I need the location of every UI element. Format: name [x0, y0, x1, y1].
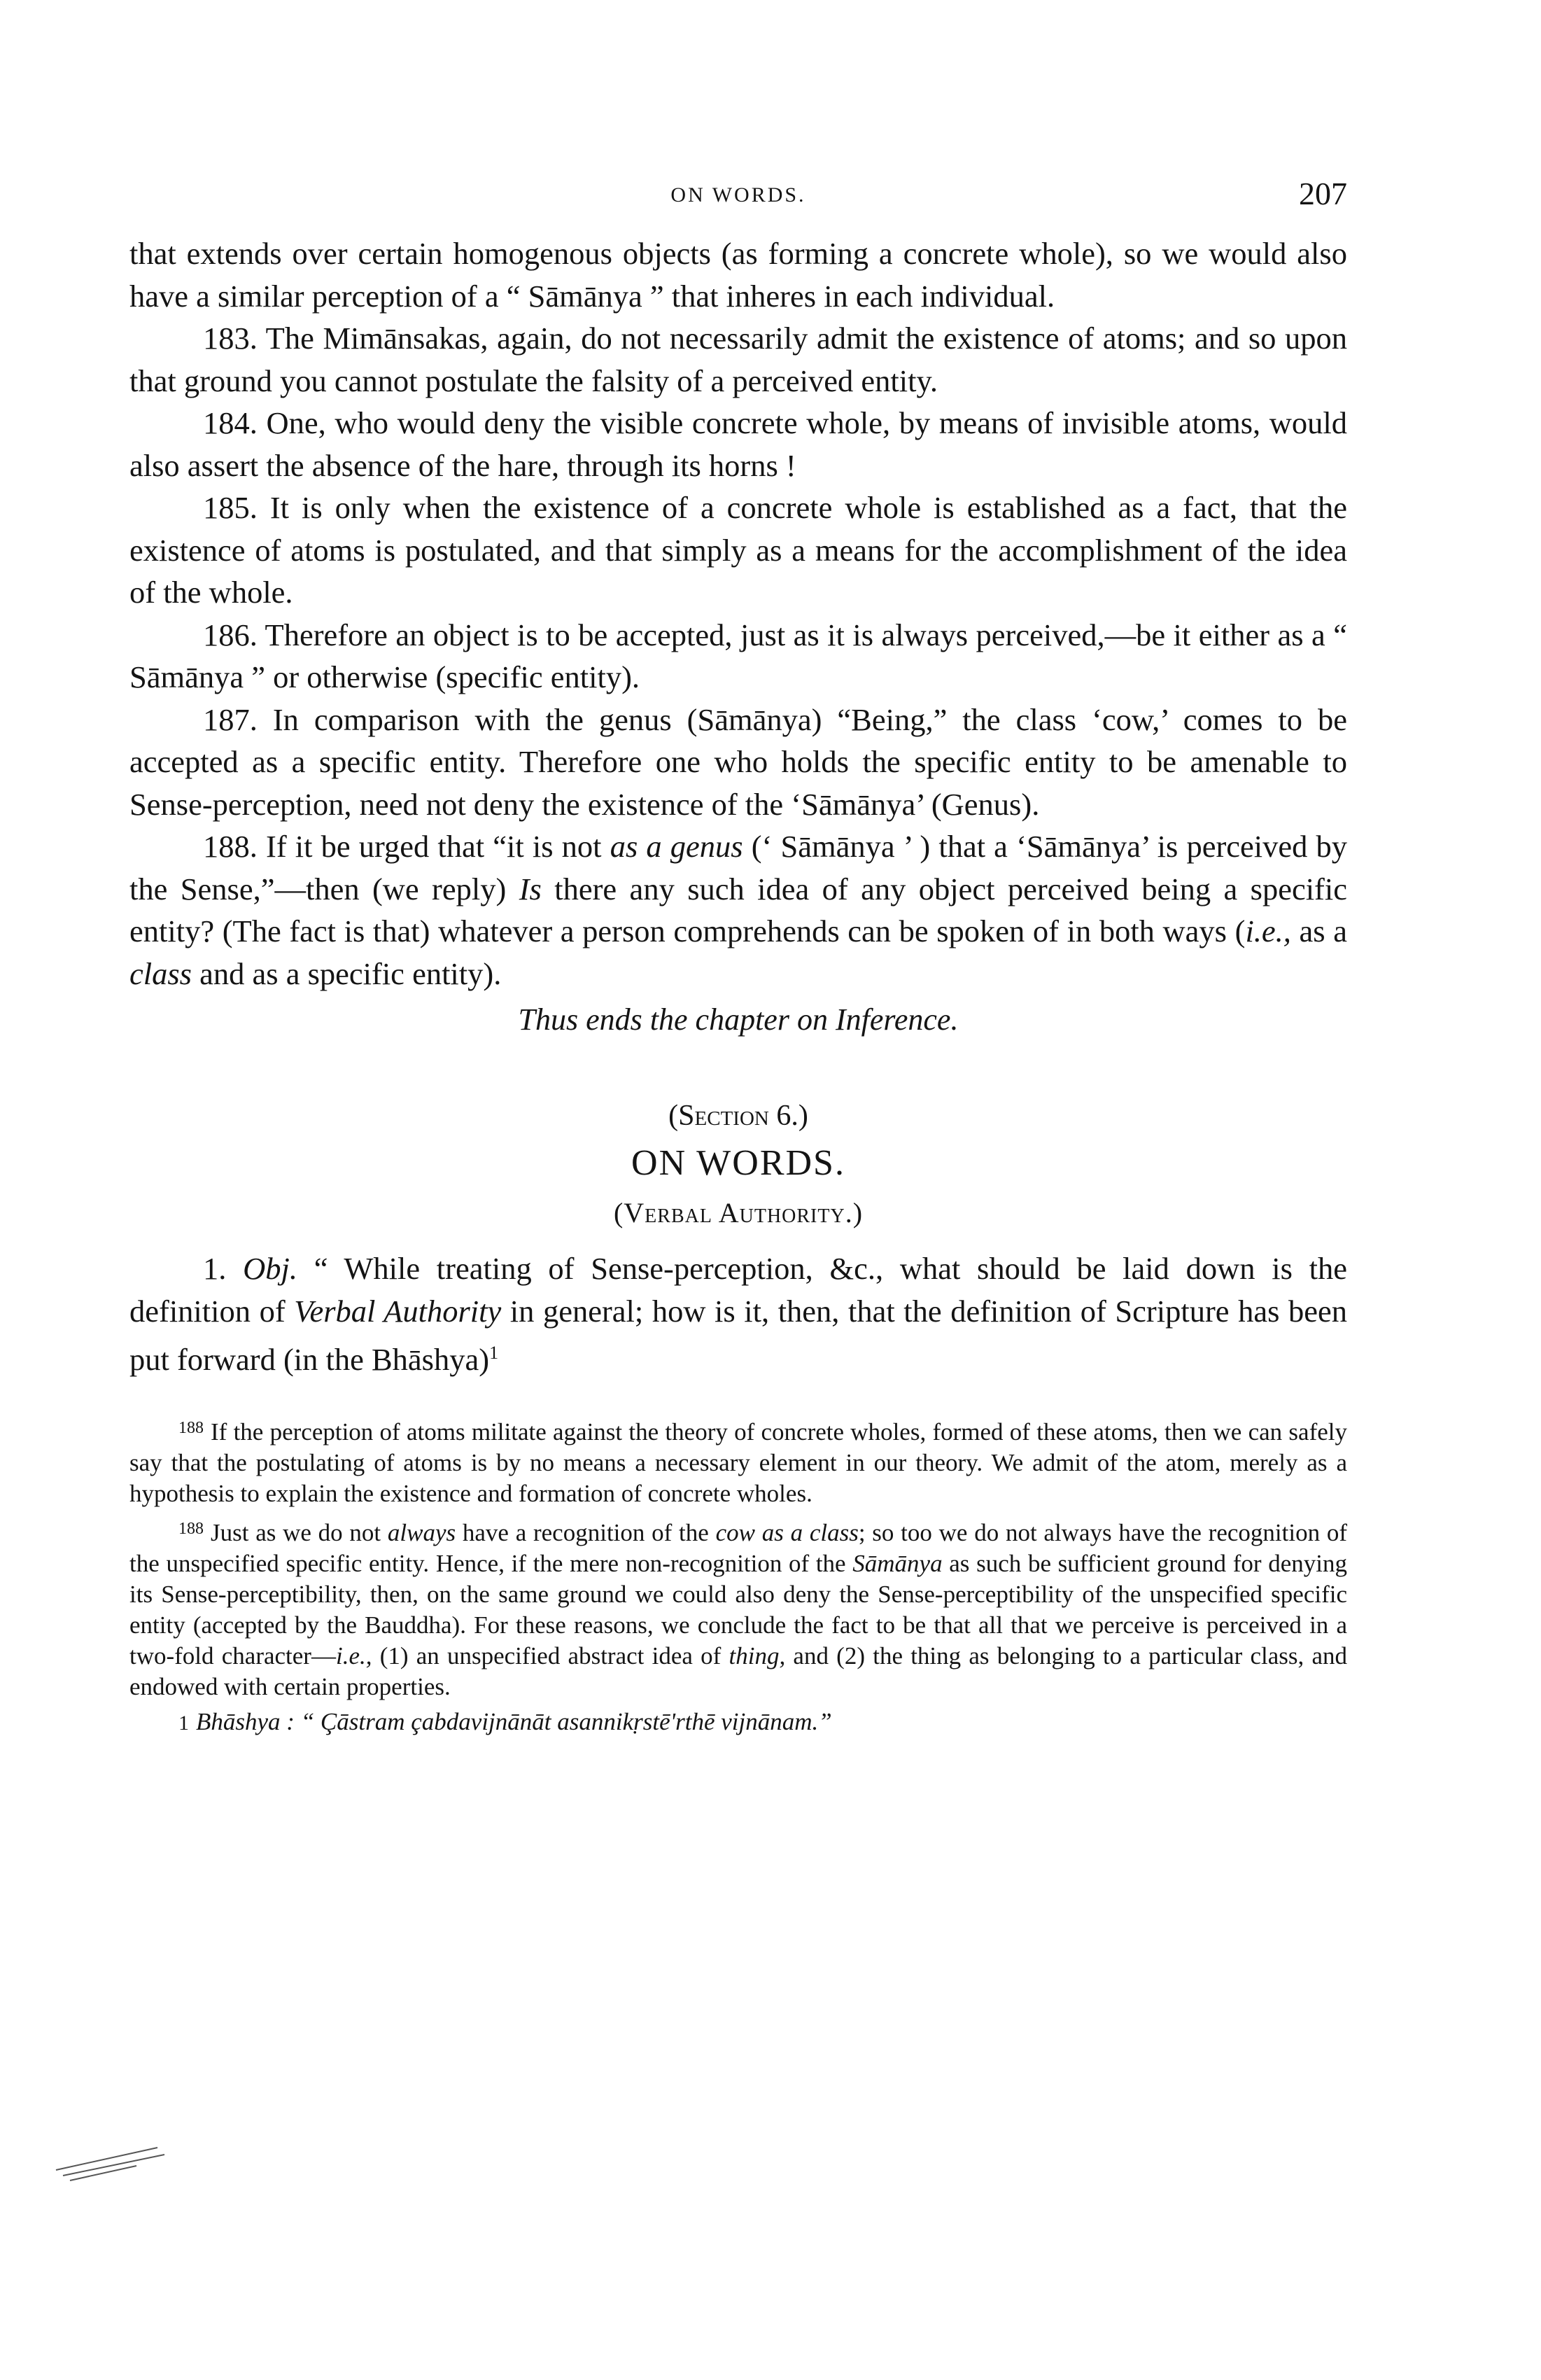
paragraph-text: In comparison with the genus (Sāmānya) “Being,” the class ‘cow,’ comes to be accepted as a specific entity. Therefore one who holds the specific entity to be amenable to Sense-perception, need not deny the existence of the ‘Sāmānya’ (Genus). [129, 701, 1347, 822]
paragraph-184 [129, 402, 1347, 486]
paragraph-text: (‘ Sāmānya ’ ) that a ‘Sāmānya’ is perceived by the Sense,”—then (we reply) [129, 829, 1348, 906]
paragraph-text: If it be urged that “it is not [266, 829, 610, 864]
emphasis: thing, [729, 1642, 786, 1670]
paragraph-text: Therefore an object is to be accepted, just as it is always perceived,—be it either as a “ Sāmānya ” or otherwise (specific entity). [129, 617, 1347, 694]
footnote-text: (1) an unspecified abstract idea of [372, 1642, 729, 1670]
footnote-text: and (2) the thing as belonging to a particular class, and endowed with certain properties. [129, 1642, 1348, 1701]
paragraph-text: The Mimānsakas, again, do not necessarily admit the existence of atoms; and so upon that ground you cannot postulate the falsity of a perceived entity. [129, 321, 1347, 398]
emphasis: cow as a class [715, 1519, 859, 1547]
paragraph-text: in general; how is it, then, that the definition of Scripture has been put forward (in the Bhāshya) [129, 1293, 1347, 1377]
paragraph-number: 187. [203, 701, 258, 737]
paragraph-number: 186. [203, 617, 258, 652]
chapter-title: ON WORDS. [631, 1143, 845, 1183]
chapter-closing: Thus ends the chapter on Inference. [518, 1002, 959, 1037]
footnote-text: : “ Çāstram çabdavijnānāt asannikṛstē'rthē vijnānam.” [286, 1708, 832, 1736]
emphasis: as a genus [610, 829, 743, 864]
paragraph-text: that extends over certain homogenous objects (as forming a concrete whole), so we would also have a similar perception of a “ Sāmānya ” that inheres in each individual. [129, 236, 1347, 314]
paragraph-text: as a [1290, 913, 1347, 948]
emphasis: always [387, 1519, 456, 1547]
emphasis: Verbal Authority [294, 1293, 502, 1329]
paragraph-number: 184. [203, 405, 258, 440]
emphasis: class [129, 955, 192, 991]
emphasis: i.e., [1245, 913, 1291, 948]
emphasis: Sāmānya [852, 1550, 943, 1578]
paragraph-number: 185. [203, 490, 258, 525]
emphasis: Is [519, 871, 542, 906]
paragraph-text: there any such idea of any object perceived being a specific entity? (The fact is that) whatever a person comprehends can be spoken of in both ways ( [129, 871, 1347, 948]
footnote-text: have a recognition of the [456, 1519, 716, 1547]
running-head: ON WORDS. [670, 183, 806, 206]
chapter-subtitle: (Verbal Authority.) [613, 1197, 864, 1228]
footnotes [129, 1413, 1347, 1739]
paragraph-text: It is only when the existence of a concrete whole is established as a fact, that the existence of atoms is postulated, and that simply as a means for the accomplishment of the idea of the whole. [129, 490, 1348, 610]
footnote-mark: 1 [178, 1712, 189, 1735]
footnote-text: If the perception of atoms militate against the theory of concrete wholes, formed of these atoms, then we can safely say that the postulating of atoms is by no means a necessary element in our theory. We admit of the atom, merely as a hypothesis to explain the existence and formation of concrete wholes. [129, 1418, 1347, 1508]
paragraph-continuation [129, 232, 1347, 317]
page-number: 207 [1299, 176, 1347, 211]
paragraph-183 [129, 317, 1347, 402]
emphasis: i.e., [335, 1642, 372, 1670]
paragraph-187 [129, 699, 1347, 826]
page-header [129, 175, 1347, 224]
footnote-188 [129, 1413, 1347, 1509]
paragraph-1 [129, 1247, 1347, 1380]
paragraph-text: and as a specific entity). [192, 955, 502, 991]
footnote-mark: 188 [178, 1520, 204, 1539]
body-text [129, 232, 1347, 995]
footnote-188b [129, 1513, 1347, 1702]
page [129, 175, 1347, 1743]
paragraph-number: 1. [203, 1251, 227, 1286]
footnote-label: Bhāshya [196, 1708, 281, 1736]
body-text-section [129, 1247, 1347, 1380]
paragraph-185 [129, 486, 1347, 614]
footnote-text: Just as we do not [211, 1519, 388, 1547]
margin-scribble [52, 2142, 178, 2184]
paragraph-number: 183. [203, 321, 258, 356]
paragraph-number: 188. [203, 829, 258, 864]
footnote-1 [129, 1707, 1347, 1739]
footnote-mark: 188 [178, 1419, 204, 1438]
objection-label: Obj. [243, 1251, 297, 1286]
footnote-reference: 1 [489, 1343, 499, 1363]
paragraph-text: “ While treating of Sense-perception, &c., what should be laid down is the definition of [129, 1251, 1347, 1329]
section-number: (Section 6.) [668, 1100, 808, 1132]
paragraph-186 [129, 614, 1347, 699]
footnote-text: as such be sufficient ground for denying its Sense-perceptibility, then, on the same ground we could also deny the Sense-perceptibility of the unspecified specific entity (accepted by the Bauddha). For these reasons, we conclude the fact to be that all that we perceive is perceived in a two-fold character— [129, 1550, 1347, 1670]
footnote-text: ; so too we do not always have the recognition of the unspecified specific entity. Hence, if the mere non-recognition of the [129, 1519, 1347, 1578]
paragraph-188 [129, 825, 1347, 995]
paragraph-text: One, who would deny the visible concrete whole, by means of invisible atoms, would also assert the absence of the hare, through its horns ! [129, 405, 1348, 483]
